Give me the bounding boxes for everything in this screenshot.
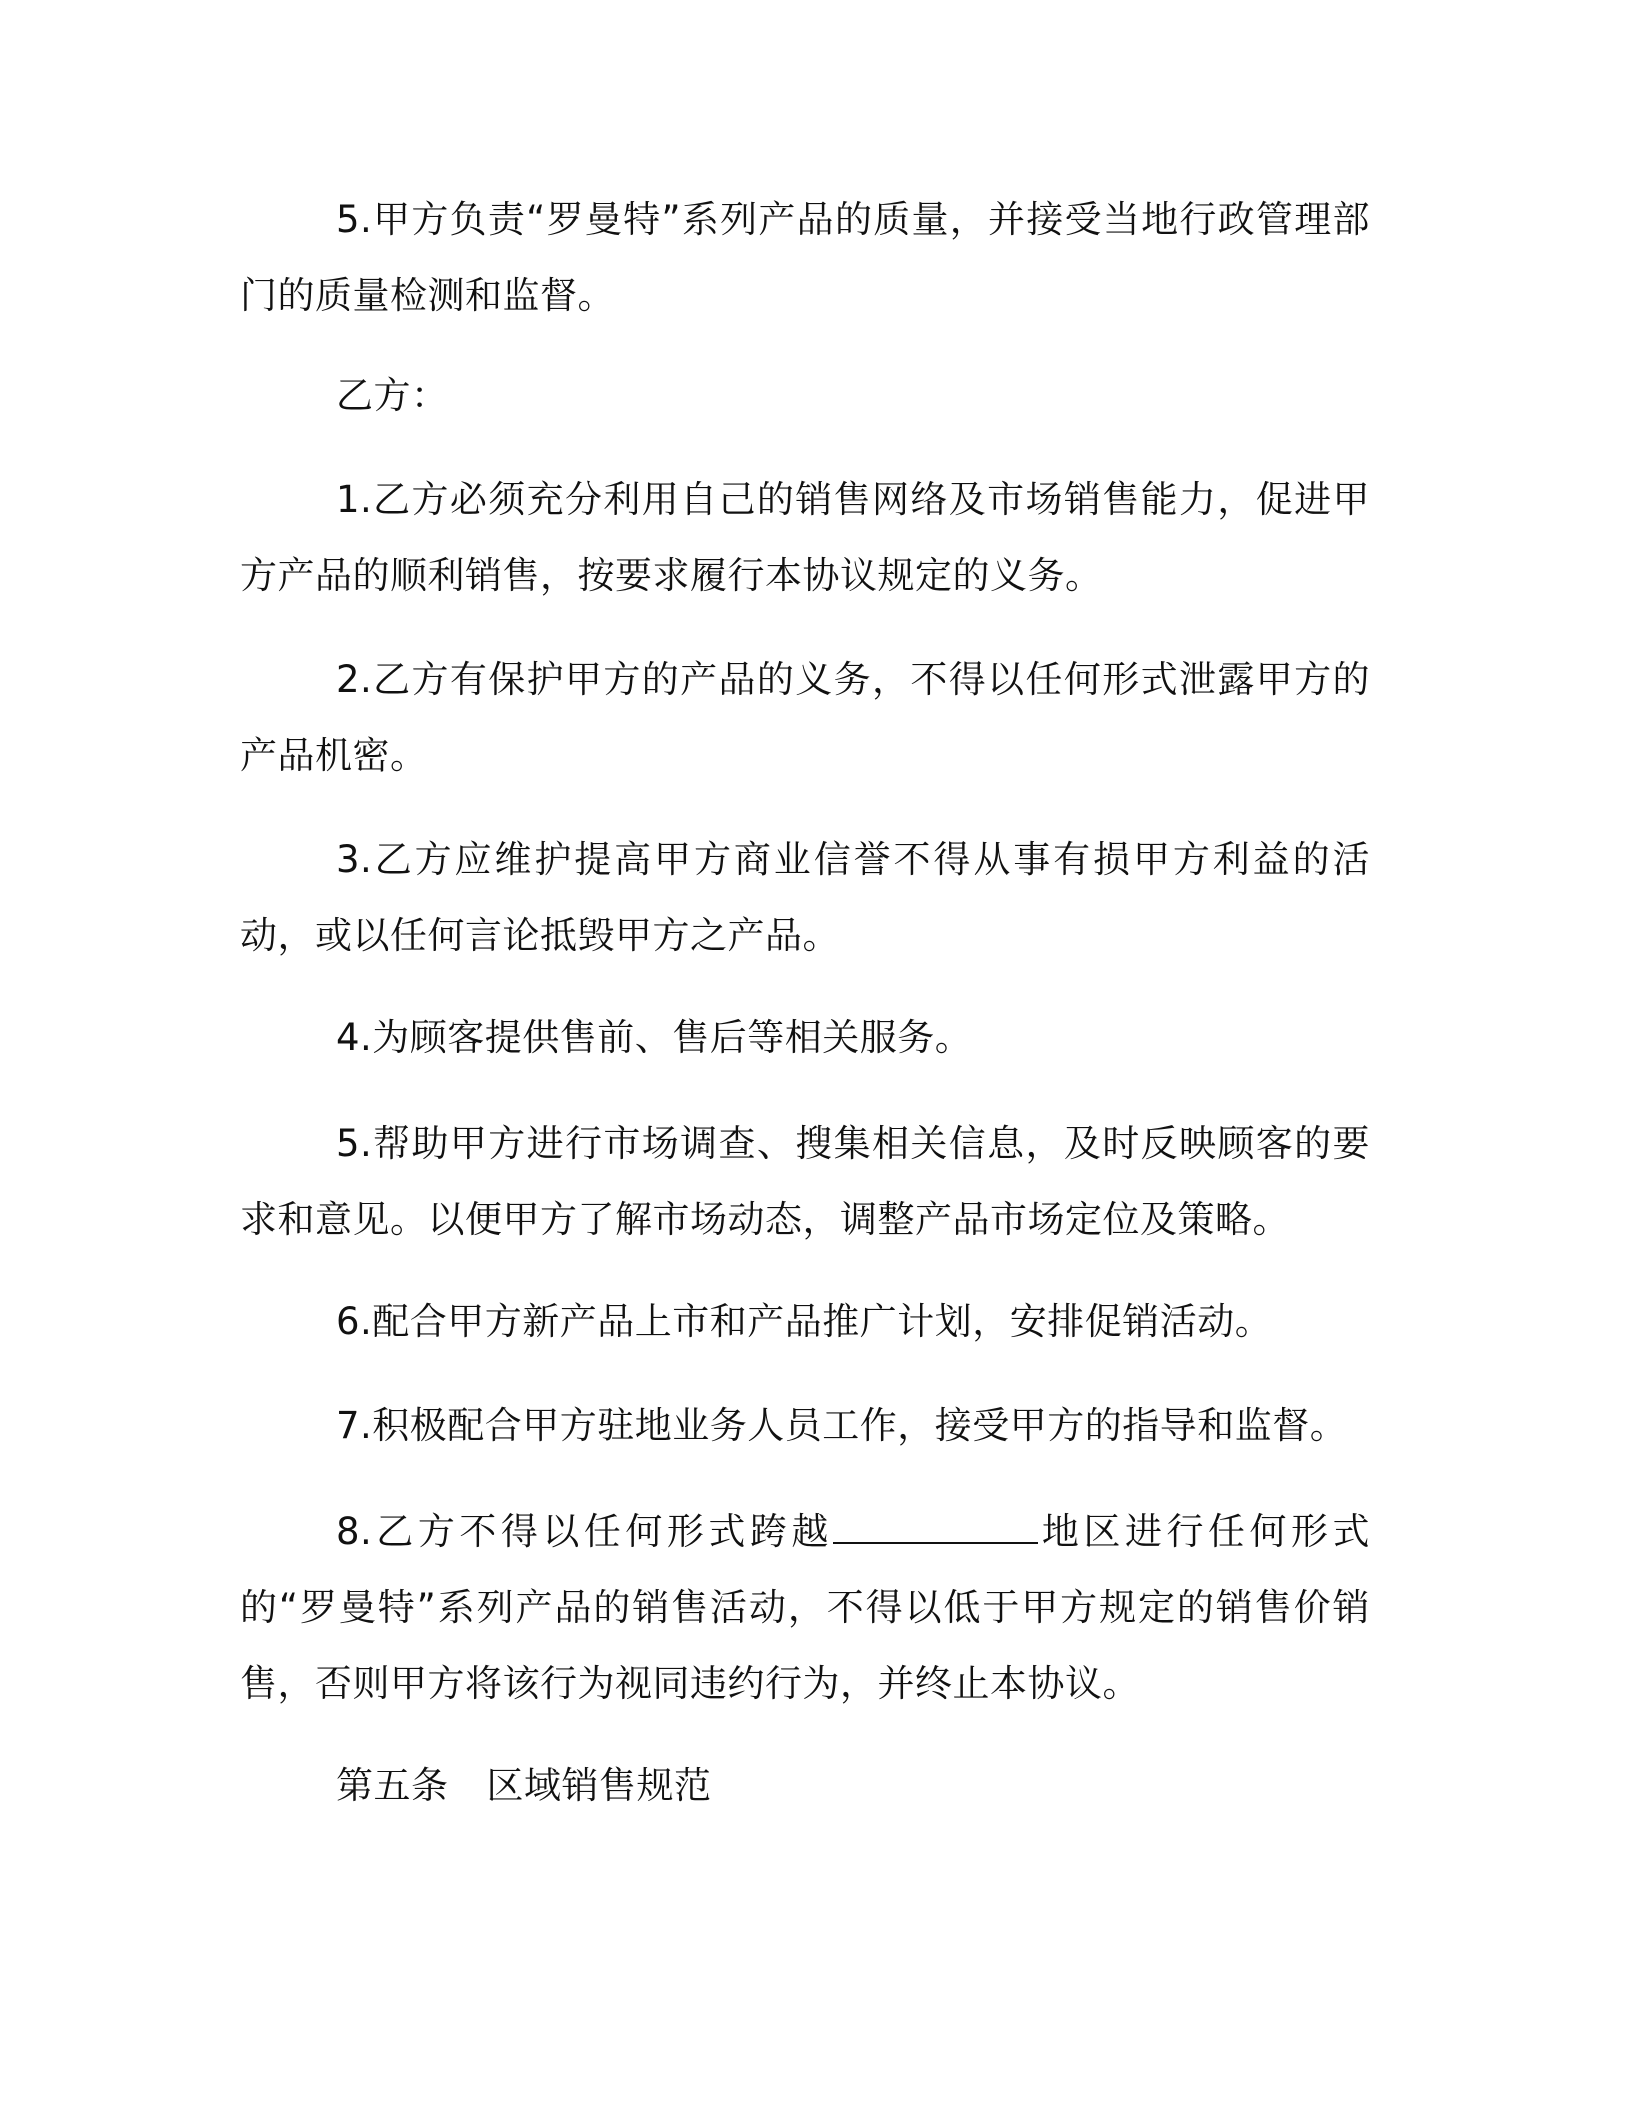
party-b-label: 乙方：: [336, 374, 449, 417]
paragraph-party-b-item-7: 7.积极配合甲方驻地业务人员工作，接受甲方的指导和监督。: [336, 1404, 1348, 1447]
item-8-text-end: 地区进行任何形式的“罗曼特”系列产品的销售活动，不得以低于甲方规定的销售价销售，否则甲方将该行为视同违约行为，并终止本协议。: [240, 1510, 1370, 1705]
paragraph-party-b-item-5: 5.帮助甲方进行市场调查、搜集相关信息，及时反映顾客的要求和意见。以便甲方了解市场动态，调整产品市场定位及策略。: [240, 1122, 1370, 1241]
article-title: 区域销售规范: [486, 1764, 712, 1807]
paragraph-party-b-item-3: 3.乙方应维护提高甲方商业信誉不得从事有损甲方利益的活动，或以任何言论抵毁甲方之产品。: [240, 838, 1370, 957]
paragraph-party-b-item-4: 4.为顾客提供售前、售后等相关服务。: [336, 1016, 973, 1059]
article-heading: [240, 1748, 1370, 1824]
article-number: 第五条: [336, 1764, 449, 1807]
fill-in-blank-region: [833, 1512, 1038, 1544]
item-8-text-start: 8.乙方不得以任何形式跨越: [336, 1510, 833, 1553]
paragraph-party-b-item-2: 2.乙方有保护甲方的产品的义务，不得以任何形式泄露甲方的产品机密。: [240, 658, 1370, 777]
paragraph-party-b-item-6: 6.配合甲方新产品上市和产品推广计划，安排促销活动。: [336, 1300, 1273, 1343]
paragraph-party-b-item-8: [240, 1494, 1370, 1722]
paragraph-party-b-item-1: 1.乙方必须充分利用自己的销售网络及市场销售能力，促进甲方产品的顺利销售，按要求履行本协议规定的义务。: [240, 478, 1370, 597]
paragraph-party-a-item-5: 5.甲方负责“罗曼特”系列产品的质量，并接受当地行政管理部门的质量检测和监督。: [240, 198, 1370, 317]
